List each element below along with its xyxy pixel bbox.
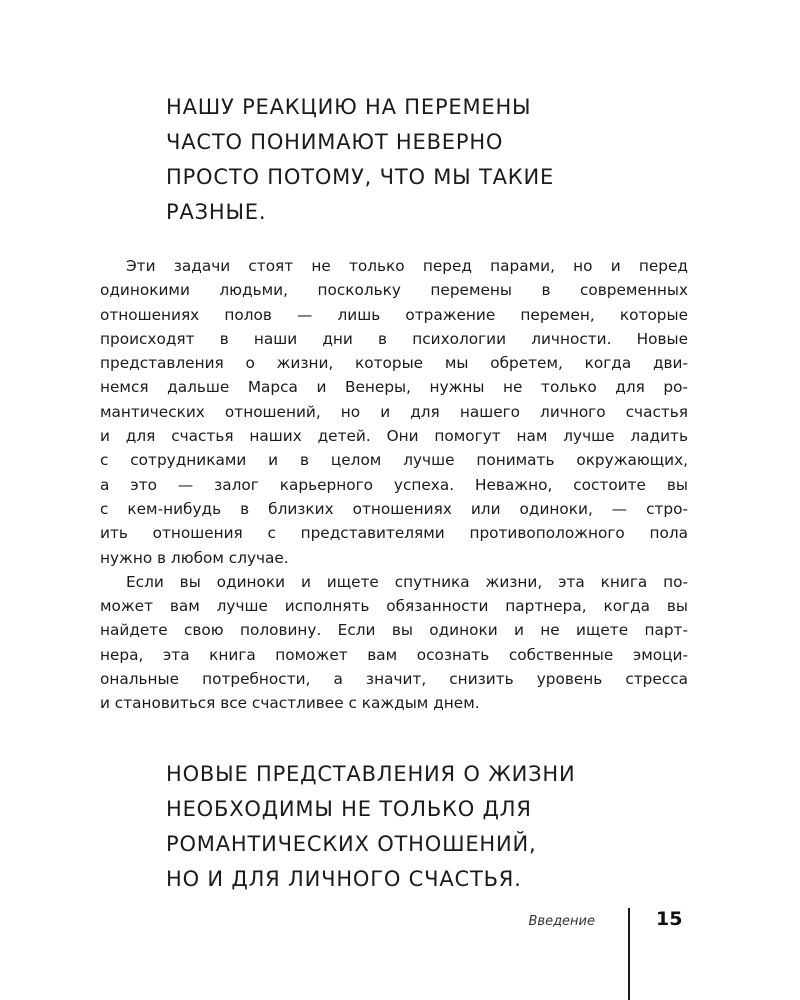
body-line: мантических отношений, но и для нашего личного счастья (100, 402, 688, 421)
pull-quote-line: НЕОБХОДИМЫ НЕ ТОЛЬКО ДЛЯ (166, 797, 532, 821)
footer-divider (628, 908, 630, 1000)
paragraph-1 (100, 254, 688, 570)
body-line: немся дальше Марса и Венеры, нужны не только для ро- (100, 378, 688, 397)
pull-quote-line: ПРОСТО ПОТОМУ, ЧТО МЫ ТАКИЕ (166, 165, 555, 189)
body-line: с сотрудниками и в целом лучше понимать окружающих, (100, 451, 688, 470)
pull-quote-line: ЧАСТО ПОНИМАЮТ НЕВЕРНО (166, 130, 504, 154)
body-line: ить отношения с представителями противоположного пола (100, 524, 688, 543)
body-line: происходят в наши дни в психологии личности. Новые (100, 329, 688, 348)
pull-quote-line: РАЗНЫЕ. (166, 200, 267, 224)
body-line: нера, эта книга поможет вам осознать собственные эмоци- (100, 645, 688, 664)
pull-quote-line: НАШУ РЕАКЦИЮ НА ПЕРЕМЕНЫ (166, 95, 532, 119)
page-number: 15 (656, 908, 683, 930)
body-line: ональные потребности, а значит, снизить уровень стресса (100, 670, 688, 689)
body-line: нужно в любом случае. (100, 548, 289, 567)
section-label: Введение (528, 914, 595, 929)
body-line: отношениях полов — лишь отражение перемен, которые (100, 305, 688, 324)
body-line: с кем-нибудь в близких отношениях или одиноки, — стро- (100, 499, 688, 518)
pull-quote-top (166, 90, 686, 230)
pull-quote-bottom (166, 757, 686, 897)
paragraph-2 (100, 570, 688, 716)
body-text (100, 254, 688, 716)
body-line: Эти задачи стоят не только перед парами, но и перед (126, 257, 688, 275)
body-line: и становиться все счастливее с каждым днем. (100, 694, 480, 713)
body-line: а это — залог карьерного успеха. Неважно, состоите вы (100, 475, 688, 494)
pull-quote-line: РОМАНТИЧЕСКИХ ОТНОШЕНИЙ, (166, 832, 537, 856)
body-line: и для счастья наших детей. Они помогут нам лучше ладить (100, 427, 688, 446)
pull-quote-line: НОВЫЕ ПРЕДСТАВЛЕНИЯ О ЖИЗНИ (166, 762, 576, 786)
body-line: найдете свою половину. Если вы одиноки и не ищете парт- (100, 621, 688, 640)
body-line: Если вы одиноки и ищете спутника жизни, эта книга по- (126, 572, 688, 591)
body-line: может вам лучше исполнять обязанности партнера, когда вы (100, 597, 688, 616)
body-line: представления о жизни, которые мы обретем, когда дви- (100, 354, 688, 373)
body-line: одинокими людьми, поскольку перемены в современных (100, 281, 688, 300)
pull-quote-line: НО И ДЛЯ ЛИЧНОГО СЧАСТЬЯ. (166, 867, 522, 891)
